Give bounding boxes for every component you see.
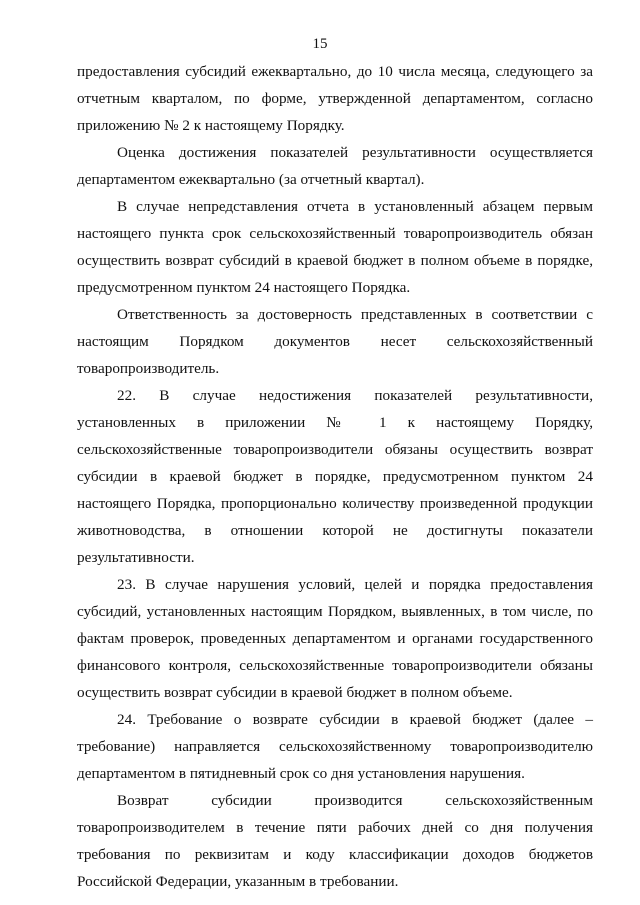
document-body (77, 58, 593, 895)
paragraph-item-22: 22. В случае недостижения показателей результативности, установленных в приложении № 1 к настоящему Порядку, сельскохозяйственные товаропроизводители обязаны осуществить возврат субсидии в краевой бюджет в порядке, предусмотренном пунктом 24 настоящего Порядка, пропорционально количеству произведенной продукции животноводства, в отношении которой не достигнуты показатели результативности. (77, 387, 593, 566)
paragraph-item-24: 24. Требование о возврате субсидии в краевой бюджет (далее – требование) направляется сельскохозяйственному товаропроизводителю департаментом в пятидневный срок со дня установления нарушения. (77, 711, 593, 782)
paragraph-responsibility: Ответственность за достоверность представленных в соответствии с настоящим Порядком документов несет сельскохозяйственный товаропроизводитель. (77, 306, 593, 377)
paragraph-refund: Возврат субсидии производится сельскохозяйственным товаропроизводителем в течение пяти рабочих дней со дня получения требования по реквизитам и коду классификации доходов бюджетов Российской Федерации, указанным в требовании. (77, 792, 593, 890)
paragraph-continuation: предоставления субсидий ежеквартально, до 10 числа месяца, следующего за отчетным кварталом, по форме, утвержденной департаментом, согласно приложению № 2 к настоящему Порядку. (77, 63, 593, 134)
paragraph-assessment: Оценка достижения показателей результативности осуществляется департаментом ежеквартально (за отчетный квартал). (77, 144, 593, 188)
page-number: 15 (312, 36, 328, 52)
paragraph-item-23: 23. В случае нарушения условий, целей и порядка предоставления субсидий, установленных настоящим Порядком, выявленных, в том числе, по фактам проверок, проведенных департаментом и органами государственного финансового контроля, сельскохозяйственные товаропроизводители обязаны осуществить возврат субсидии в краевой бюджет в полном объеме. (77, 576, 593, 701)
paragraph-non-submission: В случае непредставления отчета в установленный абзацем первым настоящего пункта срок сельскохозяйственный товаропроизводитель обязан осуществить возврат субсидий в краевой бюджет в полном объеме в порядке, предусмотренном пунктом 24 настоящего Порядка. (77, 198, 593, 296)
